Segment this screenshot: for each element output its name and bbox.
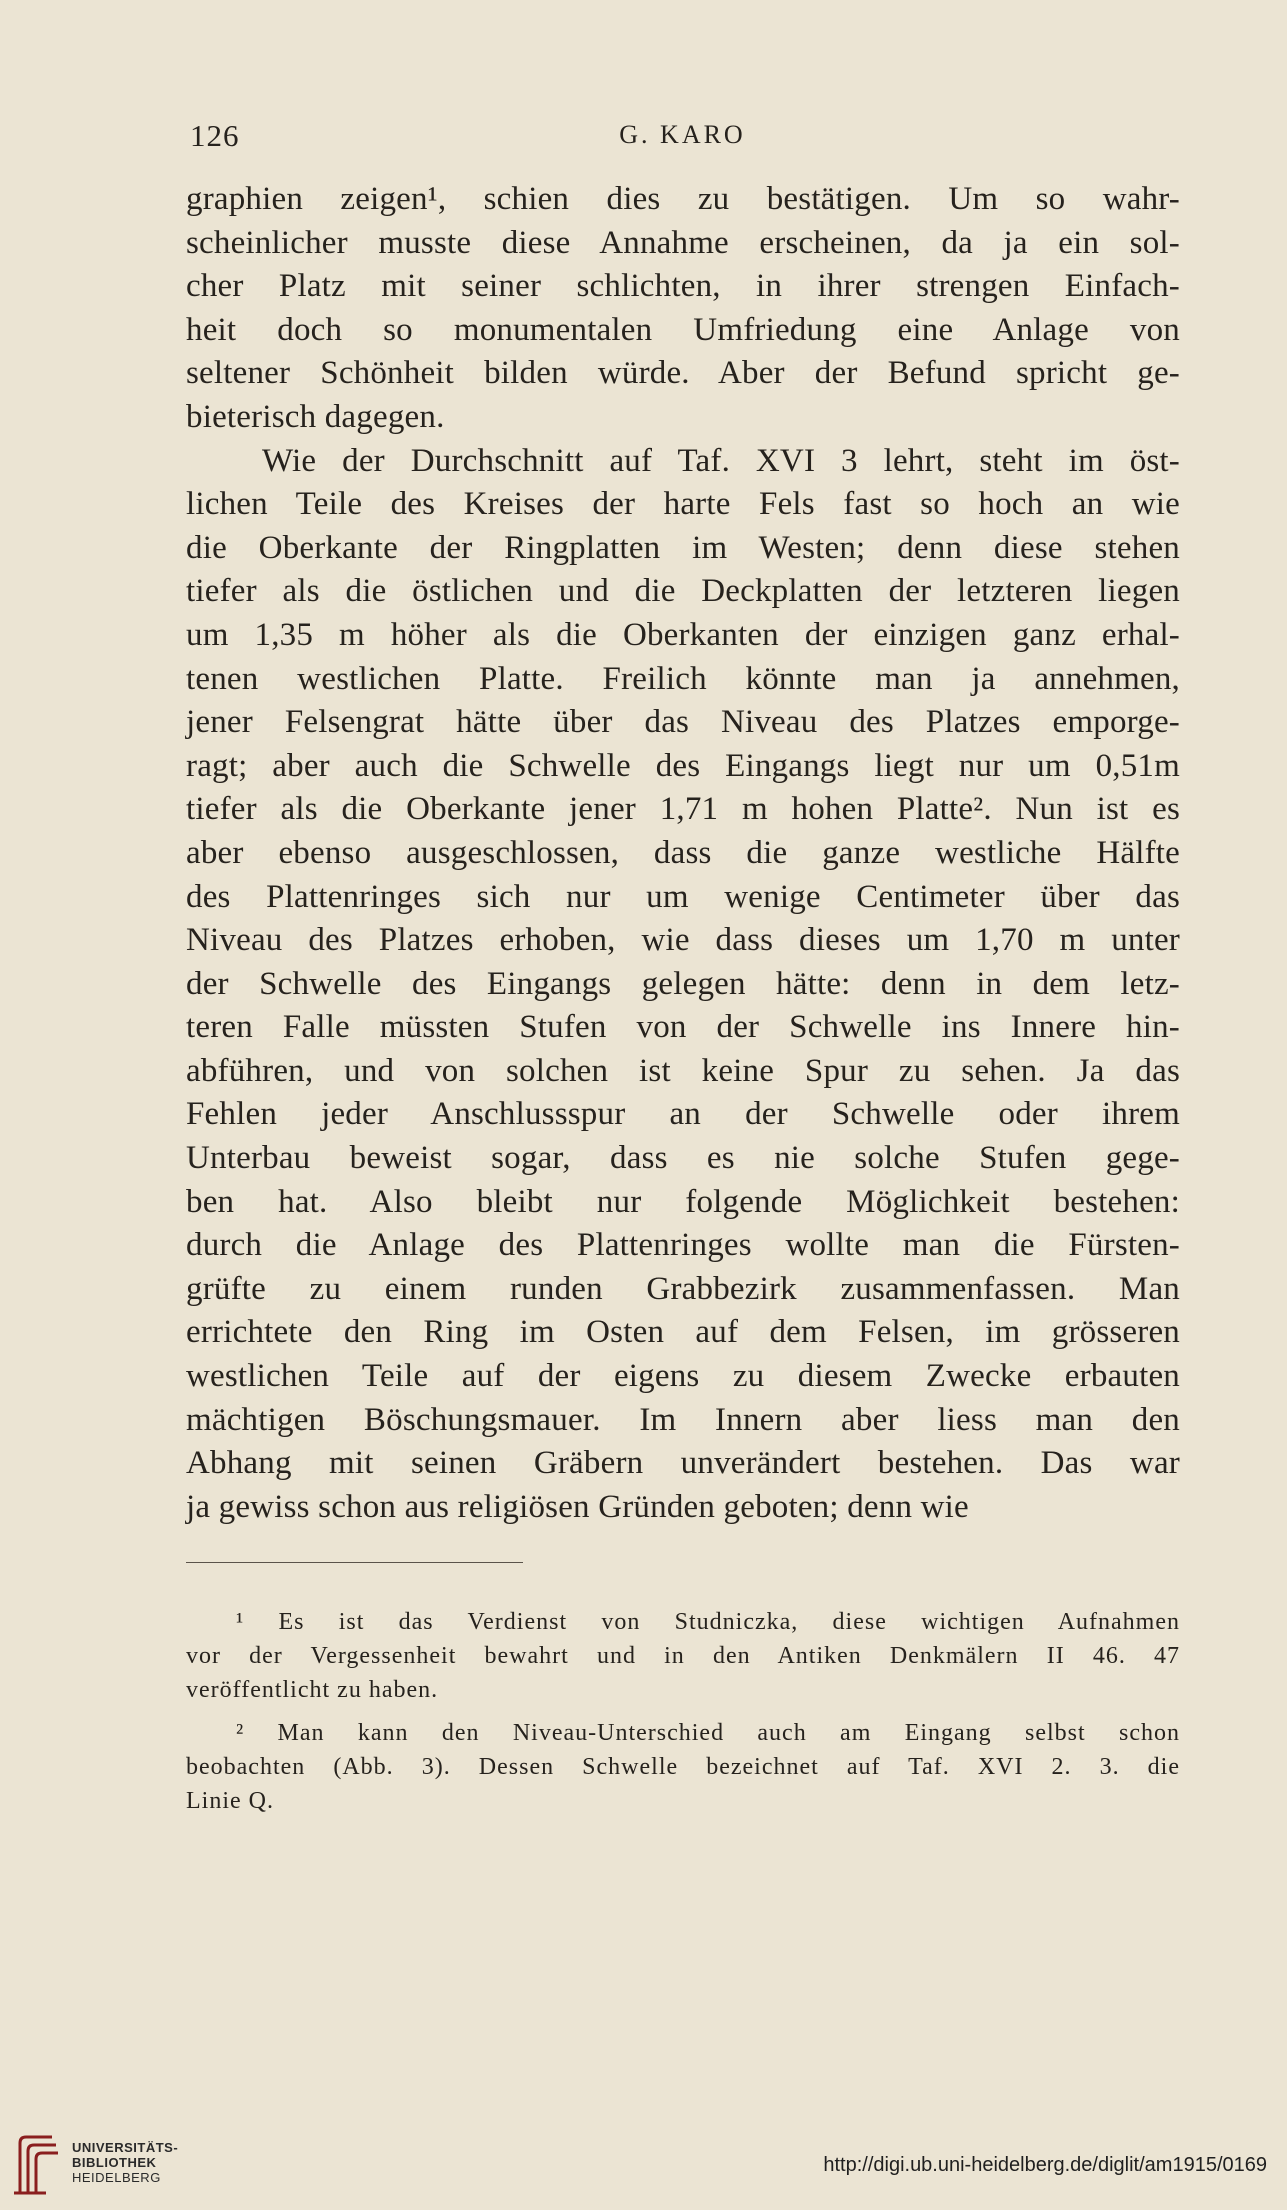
running-head: G. KARO bbox=[619, 120, 746, 149]
library-name-line: BIBLIOTHEK bbox=[72, 2155, 157, 2170]
source-url[interactable]: http://digi.ub.uni-heidelberg.de/diglit/am1915/0169 bbox=[823, 2154, 1267, 2176]
footnote-line: vor der Vergessenheit bewahrt und in den Antiken Denkmälern II 46. 47 bbox=[186, 1643, 1180, 1669]
text-line: cher Platz mit seiner schlichten, in ihrer strengen Einfach- bbox=[186, 268, 1180, 305]
page-header bbox=[190, 118, 1175, 158]
text-line: abführen, und von solchen ist keine Spur zu sehen. Ja das bbox=[186, 1052, 1180, 1089]
body-text bbox=[186, 178, 1180, 1529]
text-line: jener Felsengrat hätte über das Niveau des Platzes emporge- bbox=[186, 704, 1180, 741]
text-line: Niveau des Platzes erhoben, wie dass dieses um 1,70 m unter bbox=[186, 922, 1180, 959]
text-line: scheinlicher musste diese Annahme erscheinen, da ja ein sol- bbox=[186, 224, 1180, 261]
text-line: um 1,35 m höher als die Oberkanten der einzigen ganz erhal- bbox=[186, 616, 1180, 653]
library-name-line: HEIDELBERG bbox=[72, 2170, 161, 2185]
footnote-line: veröffentlicht zu haben. bbox=[186, 1677, 439, 1703]
library-name bbox=[72, 2140, 178, 2185]
text-line: seltener Schönheit bilden würde. Aber der Befund spricht ge- bbox=[186, 355, 1180, 392]
page-number: 126 bbox=[190, 118, 240, 153]
digitization-footer bbox=[0, 2112, 1287, 2210]
text-line: grüfte zu einem runden Grabbezirk zusammenfassen. Man bbox=[186, 1270, 1180, 1307]
text-line: Unterbau beweist sogar, dass es nie solche Stufen gege- bbox=[186, 1140, 1180, 1177]
text-line: graphien zeigen¹, schien dies zu bestätigen. Um so wahr- bbox=[186, 181, 1180, 217]
text-line: heit doch so monumentalen Umfriedung eine Anlage von bbox=[186, 311, 1180, 348]
footnote-line: ² Man kann den Niveau-Unterschied auch am Eingang selbst schon bbox=[236, 1720, 1180, 1746]
text-line: die Oberkante der Ringplatten im Westen; denn diese stehen bbox=[186, 529, 1180, 566]
footnote-divider bbox=[186, 1562, 523, 1563]
footnotes bbox=[186, 1605, 1180, 1827]
text-line: teren Falle müssten Stufen von der Schwelle ins Innere hin- bbox=[186, 1009, 1180, 1046]
footnote-line: ¹ Es ist das Verdienst von Studniczka, diese wichtigen Aufnahmen bbox=[236, 1609, 1180, 1635]
text-line: ja gewiss schon aus religiösen Gründen geboten; denn wie bbox=[186, 1488, 969, 1525]
text-line: ben hat. Also bleibt nur folgende Möglichkeit bestehen: bbox=[186, 1183, 1180, 1220]
text-line: tenen westlichen Platte. Freilich könnte man ja annehmen, bbox=[186, 660, 1180, 697]
text-line: aber ebenso ausgeschlossen, dass die ganze westliche Hälfte bbox=[186, 834, 1180, 871]
text-line: Wie der Durchschnitt auf Taf. XVI 3 lehrt, steht im öst- bbox=[262, 442, 1180, 479]
text-line: des Plattenringes sich nur um wenige Centimeter über das bbox=[186, 878, 1180, 915]
footnote-2 bbox=[186, 1716, 1180, 1818]
text-line: bieterisch dagegen. bbox=[186, 398, 445, 435]
footnote-line: beobachten (Abb. 3). Dessen Schwelle bezeichnet auf Taf. XVI 2. 3. die bbox=[186, 1754, 1180, 1780]
text-line: Abhang mit seinen Gräbern unverändert bestehen. Das war bbox=[186, 1445, 1180, 1482]
footnote-line: Linie Q. bbox=[186, 1788, 274, 1814]
library-name-line: UNIVERSITÄTS- bbox=[72, 2140, 179, 2155]
text-line: westlichen Teile auf der eigens zu diesem Zwecke erbauten bbox=[186, 1358, 1180, 1395]
text-line: durch die Anlage des Plattenringes wollte man die Fürsten- bbox=[186, 1227, 1180, 1264]
text-line: Fehlen jeder Anschlussspur an der Schwelle oder ihrem bbox=[186, 1096, 1180, 1133]
text-line: ragt; aber auch die Schwelle des Eingangs liegt nur um 0,51m bbox=[186, 747, 1180, 784]
text-line: mächtigen Böschungsmauer. Im Innern aber liess man den bbox=[186, 1401, 1180, 1438]
footnote-1 bbox=[186, 1605, 1180, 1707]
text-line: lichen Teile des Kreises der harte Fels fast so hoch an wie bbox=[186, 486, 1180, 523]
university-library-logo-icon bbox=[12, 2133, 64, 2197]
text-line: tiefer als die Oberkante jener 1,71 m hohen Platte². Nun ist es bbox=[186, 791, 1180, 828]
text-line: tiefer als die östlichen und die Deckplatten der letzteren liegen bbox=[186, 573, 1180, 610]
text-line: der Schwelle des Eingangs gelegen hätte: denn in dem letz- bbox=[186, 965, 1180, 1002]
text-line: errichtete den Ring im Osten auf dem Felsen, im grösseren bbox=[186, 1314, 1180, 1351]
